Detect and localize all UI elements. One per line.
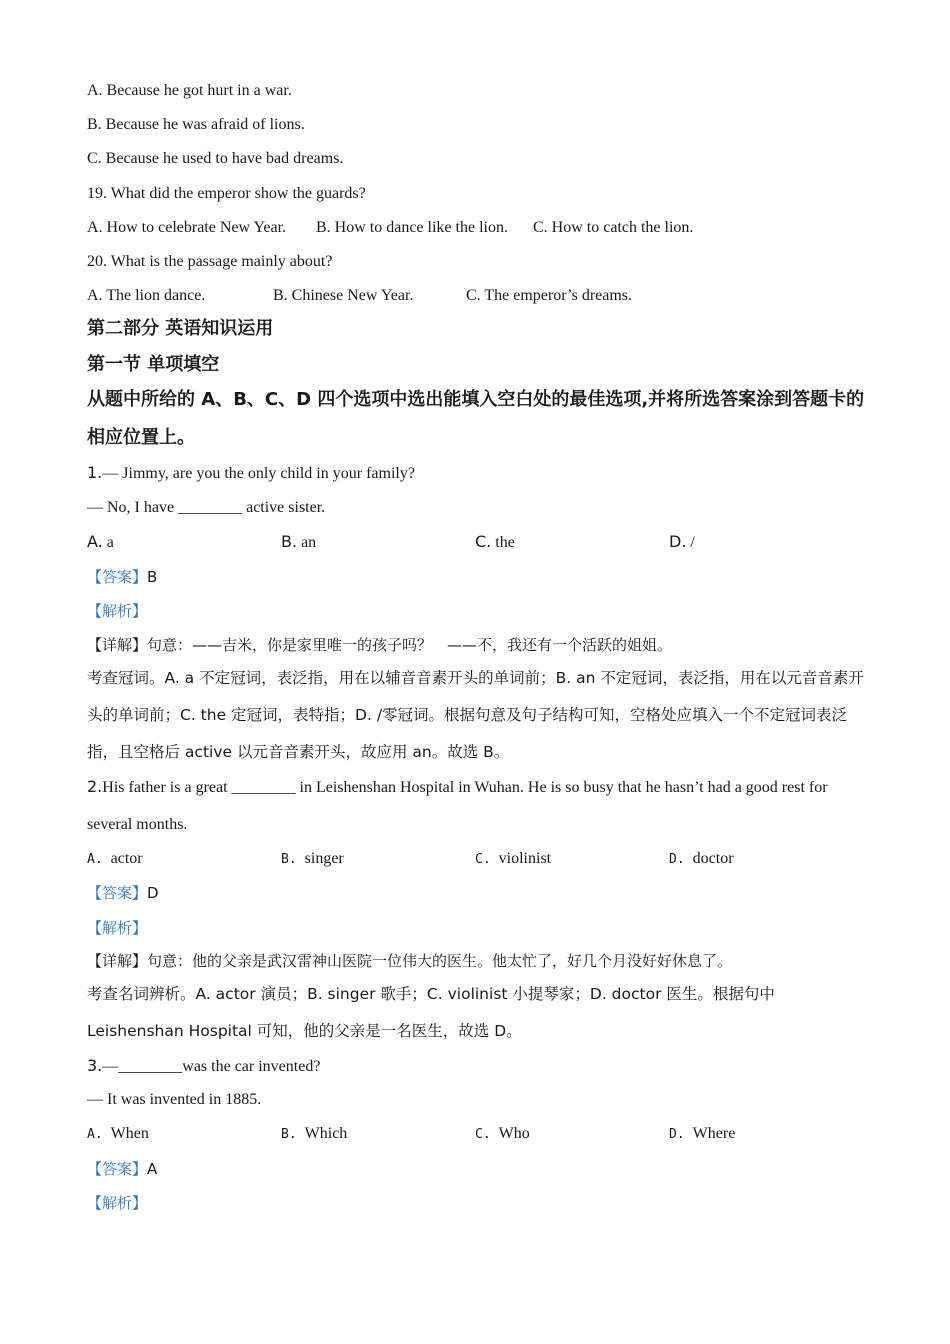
option-a-prev: A. Because he got hurt in a war. — [87, 82, 292, 99]
item-1-option-b: B. an — [281, 532, 317, 551]
item-3-number: 3. — [87, 1056, 103, 1075]
q19-option-b: B. How to dance like the lion. — [316, 219, 508, 236]
item-3-text: —________was the car invented? — [102, 1058, 321, 1075]
item-1-options — [87, 532, 867, 552]
q19-option-a: A. How to celebrate New Year. — [87, 219, 287, 236]
item-3-option-a: A. When — [87, 1125, 149, 1142]
item-2-explanation: 考查名词辨析。A. actor 演员；B. singer 歌手；C. violinist 小提琴家；D. doctor 医生。根据句中 Leishenshan Hospital 可知，他的父亲是一名医生，故选 D。 — [87, 985, 775, 1040]
instruction-text: 从题中所给的 A、B、C、D 四个选项中选出能填入空白处的最佳选项,并将所选答案涂到答题卡的相应位置上。 — [87, 389, 865, 448]
item-3-answer — [87, 1159, 157, 1180]
part-2-title: 第二部分 英语知识运用 — [87, 318, 274, 339]
option-c-prev: C. Because he used to have bad dreams. — [87, 150, 344, 167]
item-2-number: 2. — [87, 777, 103, 796]
answer-label: 【答案】 — [87, 884, 148, 902]
question-19: 19. What did the emperor show the guards? — [87, 185, 366, 202]
item-2-option-c: C. violinist — [475, 850, 552, 867]
item-1-detail: 【详解】句意：——吉米，你是家里唯一的孩子吗？ ——不，我还有一个活跃的姐姐。 — [87, 636, 673, 654]
q20-option-c: C. The emperor’s dreams. — [466, 287, 633, 304]
question-20: 20. What is the passage mainly about? — [87, 253, 333, 270]
item-2-analysis-label: 【解析】 — [87, 919, 148, 937]
answer-label: 【答案】 — [87, 1160, 148, 1178]
item-2-detail: 【详解】句意：他的父亲是武汉雷神山医院一位伟大的医生。他太忙了，好几个月没好好休息了。 — [87, 952, 733, 970]
question-20-options — [87, 286, 867, 306]
item-3-question — [87, 1056, 320, 1077]
item-3-reply: — It was invented in 1885. — [87, 1091, 262, 1108]
question-19-options — [87, 218, 867, 238]
item-3-option-b: B. Which — [281, 1125, 348, 1142]
item-1-explanation: 考查冠词。A. a 不定冠词，表泛指，用在以辅音音素开头的单词前；B. an 不定冠词，表泛指，用在以元音音素开头的单词前；C. the 定冠词，表特指；D. /零冠词。根据句意及句子结构可知，空格处应填入一个不定冠词表泛指，且空格后 active 以元音音素开头，故应用 an。故选 B。 — [87, 669, 864, 761]
item-3-option-c: C. Who — [475, 1125, 530, 1142]
item-2-options — [87, 849, 867, 869]
section-1-title: 第一节 单项填空 — [87, 354, 220, 375]
answer-value: B — [147, 568, 158, 586]
item-1-answer — [87, 567, 157, 588]
item-1-text: — Jimmy, are you the only child in your family? — [102, 465, 415, 482]
item-1-option-c: C. the — [475, 532, 515, 551]
answer-label: 【答案】 — [87, 568, 148, 586]
q20-option-a: A. The lion dance. — [87, 287, 206, 304]
answer-value: D — [147, 884, 159, 902]
item-1-option-a: A. a — [87, 532, 114, 551]
item-2-option-d: D. doctor — [669, 850, 734, 867]
item-3-option-d: D. Where — [669, 1125, 736, 1142]
option-b-prev: B. Because he was afraid of lions. — [87, 116, 305, 133]
item-2-text: His father is a great ________ in Leishenshan Hospital in Wuhan. He is so busy that he hasn’t had a good rest for several months. — [87, 779, 828, 833]
item-1-number: 1. — [87, 463, 103, 482]
item-3-options — [87, 1124, 867, 1144]
item-1-analysis-label: 【解析】 — [87, 602, 148, 620]
q20-option-b: B. Chinese New Year. — [273, 287, 414, 304]
item-2-question — [87, 768, 867, 843]
item-2-option-a: A. actor — [87, 850, 143, 867]
item-2-option-b: B. singer — [281, 850, 344, 867]
item-1-question — [87, 463, 415, 484]
item-1-option-d: D. / — [669, 532, 695, 551]
item-2-answer — [87, 883, 159, 904]
item-1-reply: — No, I have ________ active sister. — [87, 499, 326, 516]
item-3-analysis-label: 【解析】 — [87, 1194, 148, 1212]
answer-value: A — [147, 1160, 158, 1178]
q19-option-c: C. How to catch the lion. — [533, 219, 694, 236]
